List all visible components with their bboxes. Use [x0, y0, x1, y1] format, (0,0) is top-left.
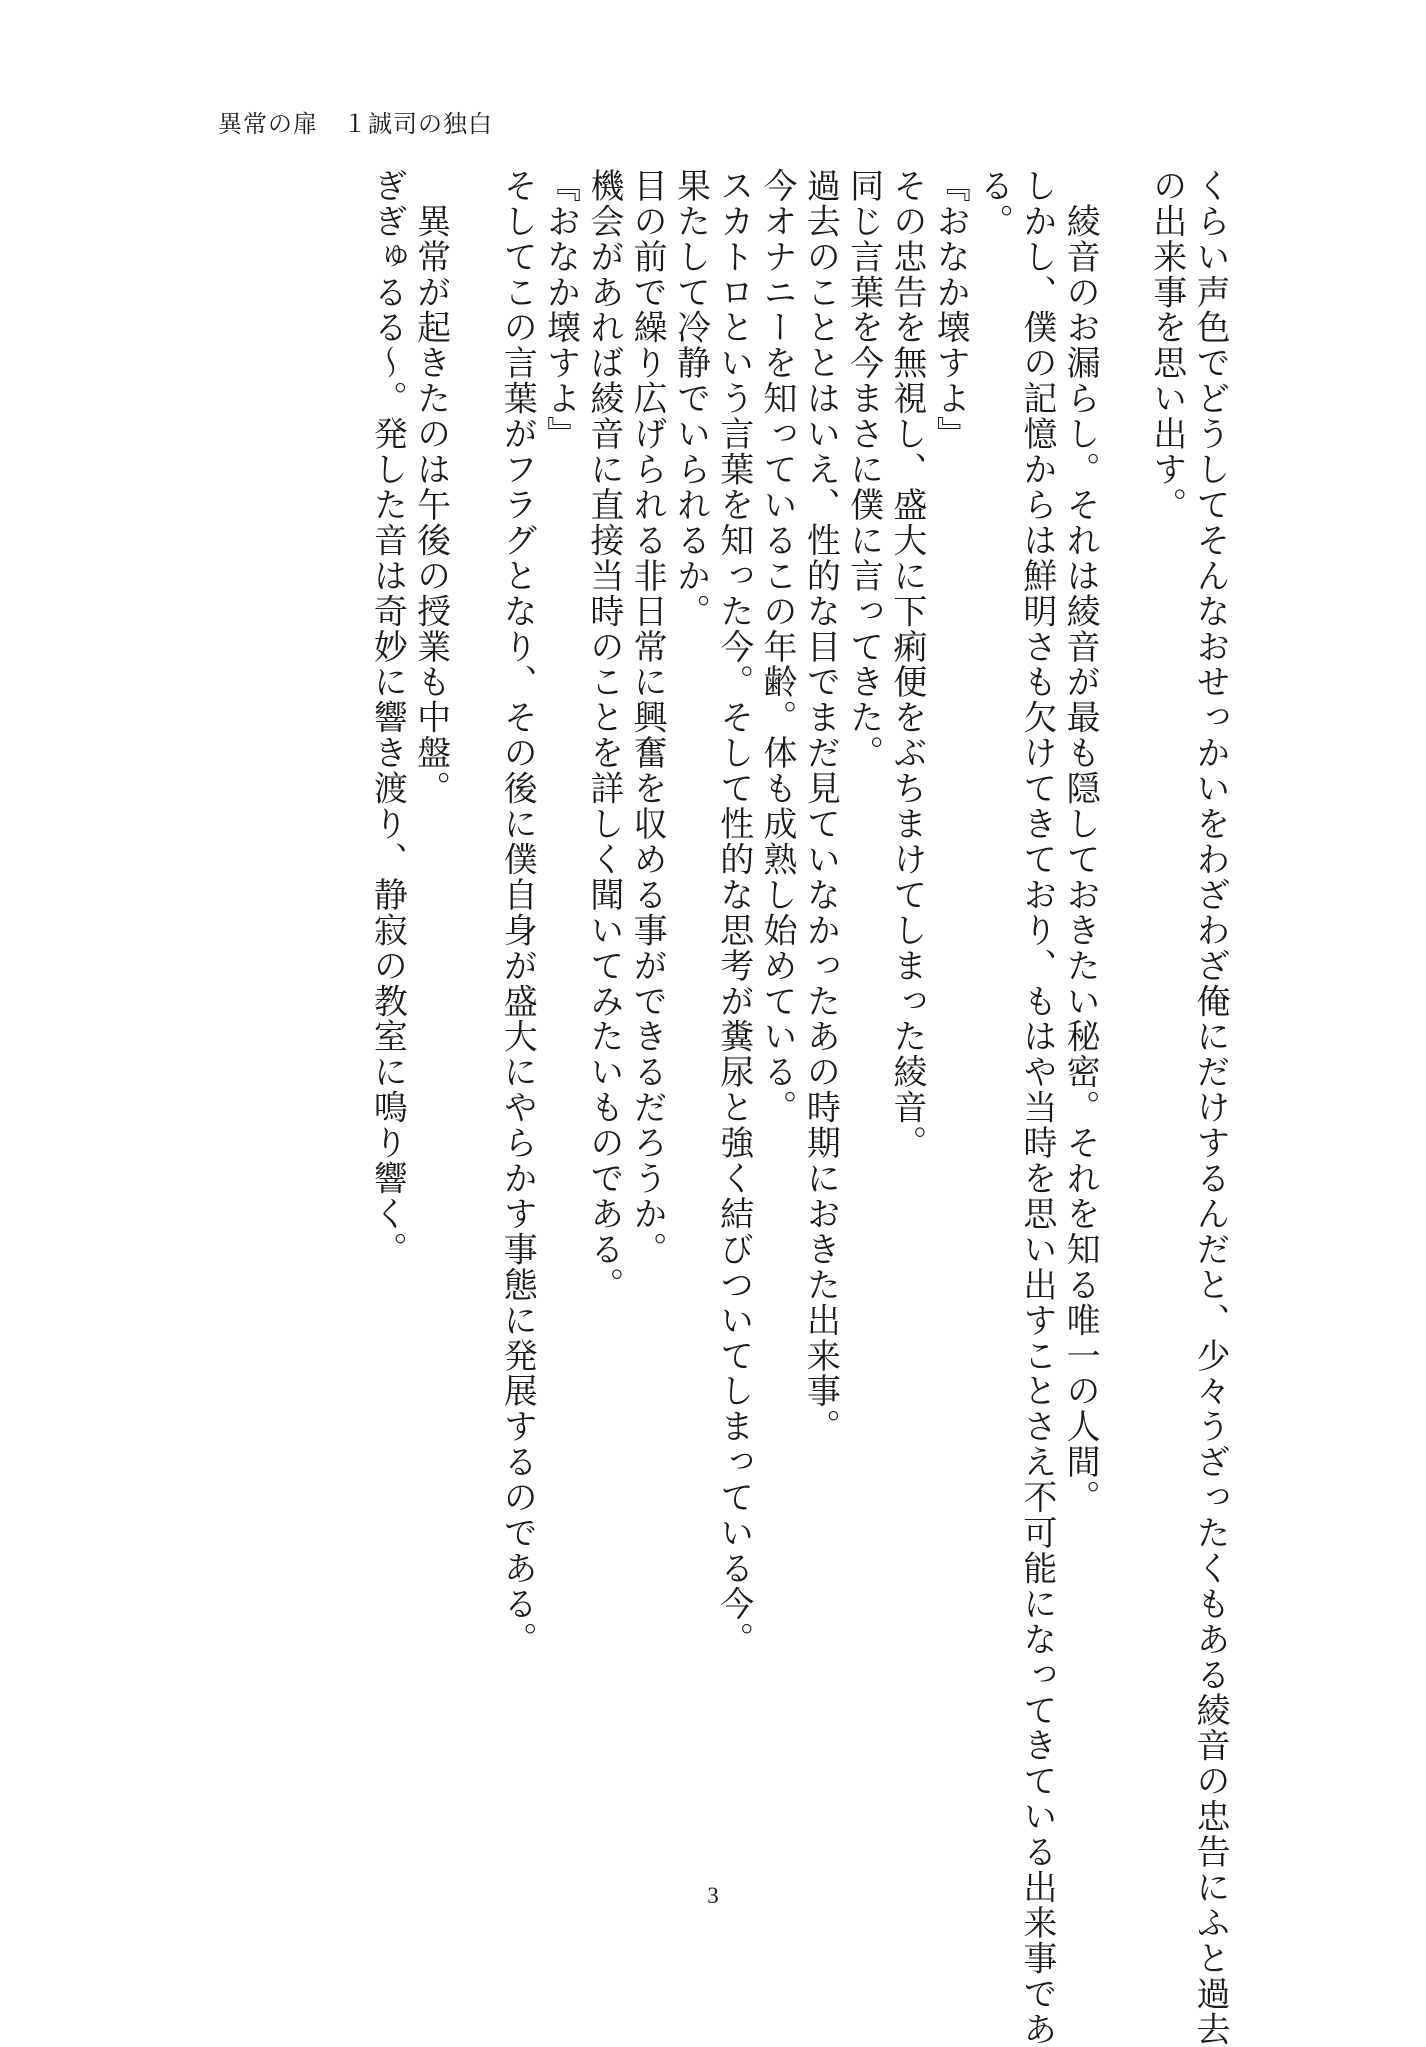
blank-column — [452, 168, 495, 1788]
text-column: 同じ言葉を今まさに僕に言ってきた。 — [843, 168, 884, 771]
page-number: 3 — [707, 1883, 719, 1908]
text-column: 異常が起きたのは午後の授業も中盤。 — [410, 168, 451, 807]
text-column: 過去のこととはいえ、性的な目でまだ見ていなかったあの時期におきた出来事。 — [800, 168, 841, 1445]
running-header: 異常の扉 １誠司の独白 — [218, 110, 493, 138]
text-column: 目の前で繰り広げられる非日常に興奮を収める事ができるだろうか。 — [627, 168, 668, 1267]
text-column: 今オナニーを知っているこの年齢。体も成熟し始めている。 — [757, 168, 798, 1126]
text-column: そしてこの言葉がフラグとなり、その後に僕自身が盛大にやらかす事態に発展するのである。 — [497, 168, 538, 1657]
vertical-body-text — [196, 168, 1231, 2047]
text-column: しかし、僕の記憶からは鮮明さも欠けてきており、もはや当時を思い出すことさえ不可能になってきている出来事であ — [1016, 168, 1057, 2047]
text-column: 『おなか壊すよ』 — [930, 168, 971, 452]
text-column: 『おなか壊すよ』 — [540, 168, 581, 452]
text-column: 綾音のお漏らし。それは綾音が最も隠しておきたい秘密。それを知る唯一の人間。 — [1060, 168, 1101, 1516]
text-column: 果たして冷静でいられるか。 — [670, 168, 711, 629]
blank-column — [1101, 168, 1144, 1788]
text-column: る。 — [973, 168, 1014, 239]
text-column: くらい声色でどうしてそんなおせっかいをわざわざ俺にだけするんだと、少々うざったくもある綾音の忠告にふと過去 — [1190, 168, 1230, 2047]
text-column: の出来事を思い出す。 — [1146, 168, 1187, 523]
text-column: 機会があれば綾音に直接当時のことを詳しく聞いてみたいものである。 — [583, 168, 624, 1303]
text-column: ぎぎゅるる〜。発した音は奇妙に響き渡り、静寂の教室に鳴り響く。 — [367, 168, 408, 1267]
text-column: スカトロという言葉を知った今。そして性的な思考が糞尿と強く結びついてしまっている今。 — [713, 168, 754, 1657]
text-column: その忠告を無視し、盛大に下痢便をぶちまけてしまった綾音。 — [886, 168, 927, 1161]
